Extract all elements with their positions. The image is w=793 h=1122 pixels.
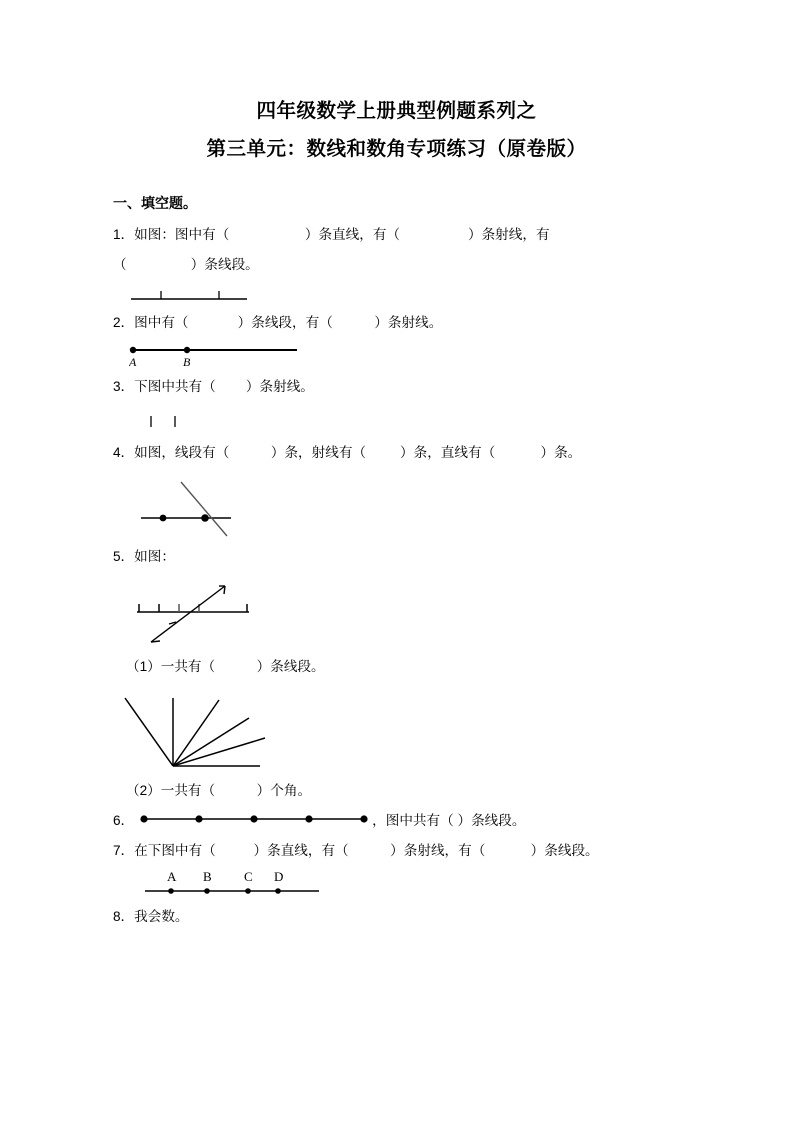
question-5-sub-1-text: （1）一共有（ ）条线段。	[126, 659, 325, 674]
question-3-text: 3．下图中共有（ ）条射线。	[113, 379, 314, 394]
question-7-text: 7．在下图中有（ ）条直线，有（ ）条射线，有（ ）条线段。	[113, 843, 599, 859]
question-5-figure-ticked-line-with-diagonal	[133, 578, 693, 648]
question-6-line	[113, 806, 693, 836]
question-2-figure-ray-AB	[129, 340, 693, 372]
question-2-text: 2．图中有（ ）条线段，有（ ）条射线。	[113, 315, 443, 330]
question-3-figure-two-small-ticks	[143, 414, 693, 430]
section-heading-fill-in-blanks: 一、填空题。	[113, 195, 197, 211]
title-block	[0, 0, 793, 168]
worksheet-content	[0, 188, 793, 932]
question-4-figure-crossing-lines	[133, 476, 693, 538]
question-8-text: 8．我会数。	[113, 909, 189, 925]
question-6-number: 6．	[113, 813, 135, 828]
question-7-label-A: A	[167, 869, 177, 885]
question-1-figure-line-with-two-ticks	[131, 286, 693, 304]
title-line-1: 四年级数学上册典型例题系列之	[256, 100, 537, 122]
question-7-label-D: D	[274, 869, 284, 885]
question-1-text-continued: （ ）条线段。	[113, 257, 259, 272]
question-5-figure-ray-fan	[115, 688, 693, 774]
question-5-text: 5．如图：	[113, 549, 175, 564]
question-7-label-B: B	[203, 869, 212, 885]
question-6-text-after: ，图中共有（ ）条线段。	[372, 813, 526, 828]
question-2-label-B: B	[183, 355, 191, 369]
question-1-text: 1．如图：图中有（ ）条直线，有（ ）条射线，有	[113, 227, 550, 242]
question-7-label-C: C	[244, 869, 253, 885]
question-4-text: 4．如图，线段有（ ）条，射线有（ ）条，直线有（ ）条。	[113, 445, 582, 460]
question-5-sub-2-text: （2）一共有（ ）个角。	[126, 783, 312, 798]
question-6-figure-five-dot-segment	[138, 806, 370, 836]
question-7-figure-line-ABCD	[141, 868, 693, 902]
title-line-2: 第三单元：数线和数角专项练习（原卷版）	[206, 138, 587, 160]
question-2-label-A: A	[129, 355, 137, 369]
